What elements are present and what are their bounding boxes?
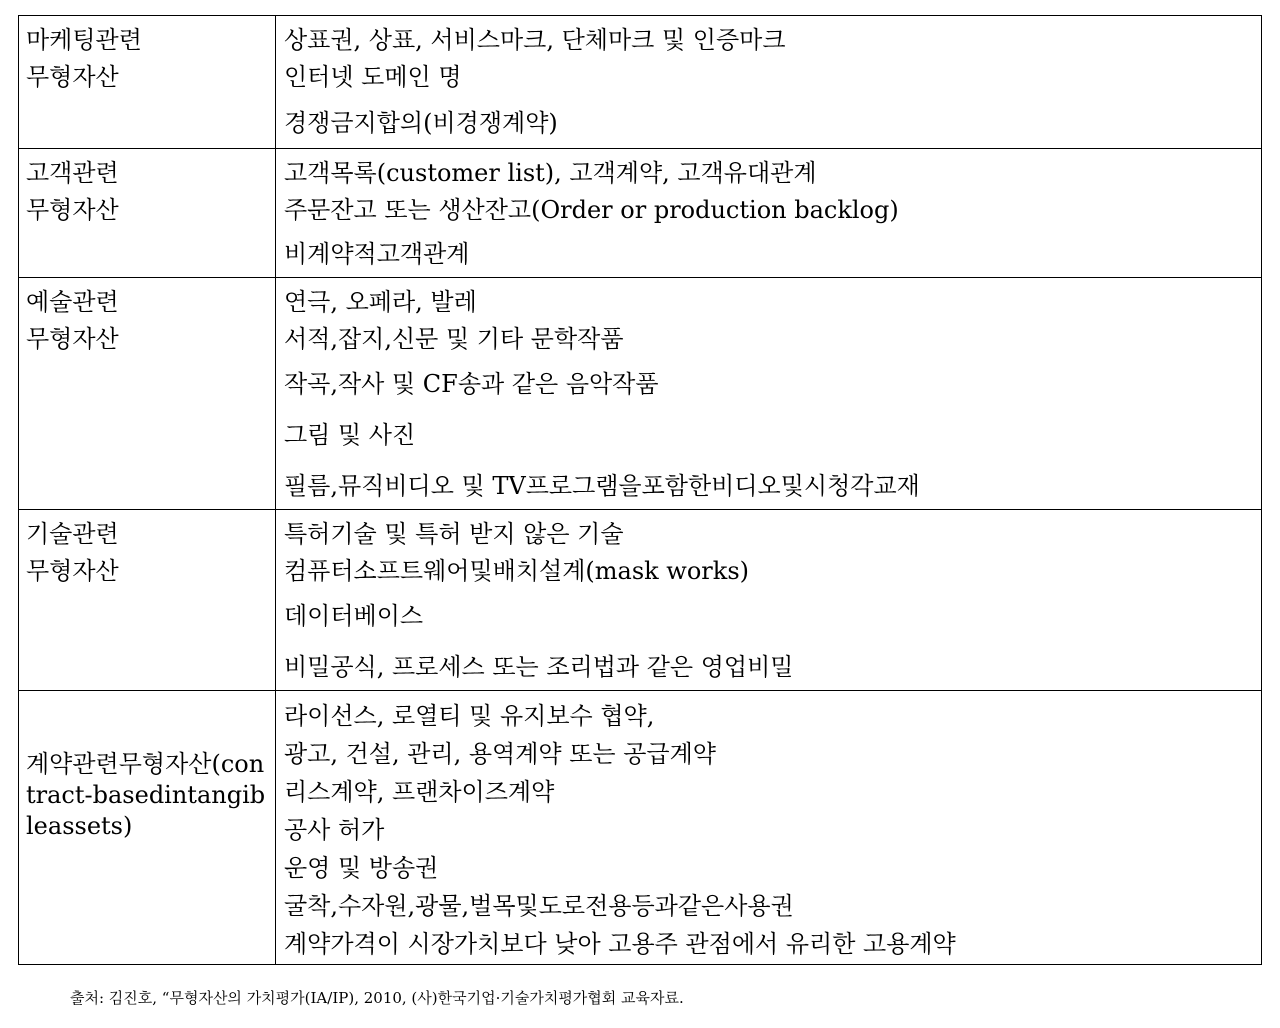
category-line: 무형자산	[26, 196, 119, 224]
category-line: 고객관련	[26, 159, 119, 187]
list-item: 작곡,작사 및 CF송과 같은 음악작품	[284, 370, 659, 398]
table-row-contract	[19, 691, 1262, 965]
category-line: 기술관련	[26, 520, 119, 548]
category-line: 무형자산	[26, 63, 119, 91]
category-cell	[19, 278, 276, 510]
list-item: 컴퓨터소프트웨어및배치설계(mask works)	[284, 557, 749, 585]
category-line: 무형자산	[26, 325, 119, 353]
list-item: 계약가격이 시장가치보다 낮아 고용주 관점에서 유리한 고용계약	[284, 930, 956, 958]
list-item: 특허기술 및 특허 받지 않은 기술	[284, 520, 624, 548]
category-cell	[19, 510, 276, 691]
table-row-technology	[19, 510, 1262, 691]
table-row-art	[19, 278, 1262, 510]
items-cell	[276, 278, 1262, 510]
items-cell	[276, 149, 1262, 278]
list-item: 주문잔고 또는 생산잔고(Order or production backlog)	[284, 196, 899, 224]
list-item: 비밀공식, 프로세스 또는 조리법과 같은 영업비밀	[284, 653, 794, 681]
list-item: 운영 및 방송권	[284, 854, 439, 882]
category-text: 계약관련무형자산(contract-basedintangibleassets)	[26, 750, 266, 840]
table-row-customer	[19, 149, 1262, 278]
list-item: 리스계약, 프랜차이즈계약	[284, 778, 555, 806]
list-item: 연극, 오페라, 발레	[284, 288, 477, 316]
source-note: 출처: 김진호, “무형자산의 가치평가(IA/IP), 2010, (사)한국기업·기술가치평가협회 교육자료.	[70, 989, 684, 1007]
list-item: 굴착,수자원,광물,벌목및도로전용등과같은사용권	[284, 892, 794, 920]
category-cell	[19, 149, 276, 278]
items-cell	[276, 691, 1262, 965]
list-item: 데이터베이스	[284, 602, 424, 630]
items-cell	[276, 510, 1262, 691]
category-line: 무형자산	[26, 557, 119, 585]
list-item: 상표권, 상표, 서비스마크, 단체마크 및 인증마크	[284, 26, 786, 54]
list-item: 고객목록(customer list), 고객계약, 고객유대관계	[284, 159, 817, 187]
items-cell	[276, 16, 1262, 149]
list-item: 그림 및 사진	[284, 421, 416, 449]
category-line: 마케팅관련	[26, 26, 142, 54]
category-cell	[19, 16, 276, 149]
intangible-assets-table	[18, 15, 1262, 965]
list-item: 경쟁금지합의(비경쟁계약)	[284, 109, 558, 137]
list-item: 필름,뮤직비디오 및 TV프로그램을포함한비디오및시청각교재	[284, 472, 920, 500]
list-item: 인터넷 도메인 명	[284, 63, 462, 91]
list-item: 서적,잡지,신문 및 기타 문학작품	[284, 325, 624, 353]
category-cell	[19, 691, 276, 965]
table-row-marketing	[19, 16, 1262, 149]
list-item: 공사 허가	[284, 816, 385, 844]
list-item: 비계약적고객관계	[284, 240, 470, 268]
category-line: 예술관련	[26, 288, 119, 316]
list-item: 광고, 건설, 관리, 용역계약 또는 공급계약	[284, 740, 716, 768]
list-item: 라이선스, 로열티 및 유지보수 협약,	[284, 702, 655, 730]
